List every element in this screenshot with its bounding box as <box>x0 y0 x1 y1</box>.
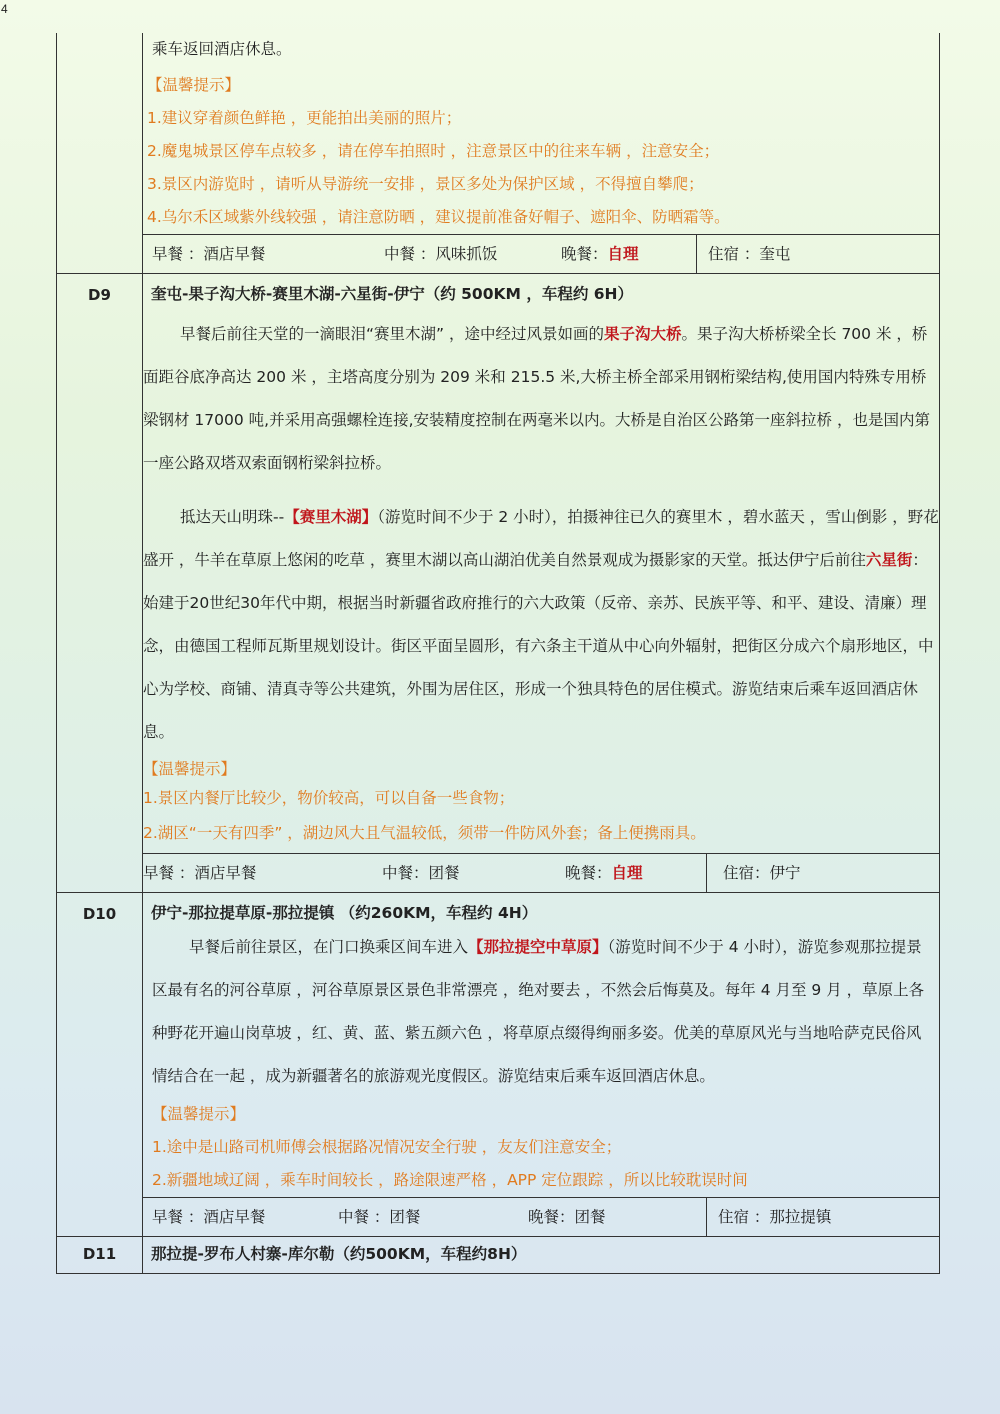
itinerary-paragraph <box>143 313 939 754</box>
itinerary-table <box>56 33 940 1274</box>
day-content <box>143 893 939 1236</box>
tips-block <box>143 754 939 853</box>
tip-item: 2.湖区“一天有四季” ，湖边风大且气温较低，须带一件防风外套；备上便携雨具。 <box>143 824 706 842</box>
dinner-label: 晚餐： <box>565 864 612 882</box>
day-cell <box>57 33 143 273</box>
stay: 住宿：伊宁 <box>706 854 939 892</box>
itinerary-row-d11 <box>57 1236 939 1273</box>
text: 抵达天山明珠-- <box>180 508 285 526</box>
dinner <box>565 854 706 892</box>
dinner <box>561 235 696 273</box>
itinerary-row-prev <box>57 33 939 273</box>
tip-item: 1.途中是山路司机师傅会根据路况情况安全行驶 ，友友们注意安全； <box>152 1138 622 1156</box>
meals-row <box>143 234 939 273</box>
text: 早餐后前往天堂的一滴眼泪“赛里木湖” ，途中经过风景如画的 <box>180 325 604 343</box>
stay: 住宿 ：那拉提镇 <box>706 1198 939 1236</box>
lunch: 中餐 ：风味抓饭 <box>384 245 498 263</box>
lunch: 中餐 ：团餐 <box>338 1208 421 1226</box>
day-content <box>143 274 939 892</box>
day-title: 奎屯-果子沟大桥-赛里木湖-六星街-伊宁（约 500KM ，车程约 6H） <box>151 285 633 303</box>
meals-row <box>143 1197 939 1236</box>
dinner-value: 自理 <box>607 245 639 263</box>
tip-item: 2.魔鬼城景区停车点较多 ，请在停车拍照时 ，注意景区中的往来车辆 ，注意安全； <box>147 142 720 160</box>
text: 。果子沟大桥桥梁全长 700 米 ，桥面距谷底净高达 200 米 ，主塔高度分别为 209 米和 215.5 米,大桥主桥全部采用钢桁梁结构,使用国内特殊专用桥梁钢材 17000 吨,并采用高强螺栓连接,安装精度控制在两毫米以内。大桥是自治区公路第一座斜拉桥 ，也是国内第一座公路双塔双索面钢桁梁斜拉桥。 <box>143 325 930 472</box>
day-label: D11 <box>57 1237 143 1273</box>
tips-title: 【温馨提示】 <box>152 1105 246 1123</box>
lunch: 中餐：团餐 <box>382 864 460 882</box>
dinner <box>528 1198 706 1236</box>
breakfast: 早餐 ：酒店早餐 <box>152 245 266 263</box>
day-label: D9 <box>57 274 143 892</box>
tips-title: 【温馨提示】 <box>143 760 237 778</box>
day-label: D10 <box>57 893 143 1236</box>
page-number: 4 <box>1 2 8 16</box>
day-content <box>143 33 939 273</box>
itinerary-row-d9 <box>57 273 939 892</box>
day-title: 伊宁-那拉提草原-那拉提镇 （约260KM，车程约 4H） <box>151 904 538 922</box>
tips-block <box>143 1098 939 1197</box>
highlight: 六星街 <box>865 551 913 569</box>
itinerary-text: 乘车返回酒店休息。 <box>152 40 292 58</box>
breakfast: 早餐 ：酒店早餐 <box>152 1208 266 1226</box>
tips-block <box>143 69 939 234</box>
text: （游览时间不少于 2 小时），拍摄神往已久的赛里木 ，碧水蓝天 ，雪山倒影 ，野花盛开 ，牛羊在草原上悠闲的吃草 ，赛里木湖以高山湖泊优美自然景观成为摄影家的天堂。抵达伊宁后前往 <box>143 508 939 569</box>
text: ：始建于20世纪30年代中期，根据当时新疆省政府推行的六大政策（反帝、亲苏、民族平等、和平、建设、清廉）理念，由德国工程师瓦斯里规划设计。街区平面呈圆形，有六条主干道从中心向外辐射，把街区分成六个扇形地区，中心为学校、商铺、清真寺等公共建筑，外围为居住区，形成一个独具特色的居住模式。游览结束后乘车返回酒店休息。 <box>143 551 934 741</box>
day-title: 那拉提-罗布人村寨-库尔勒（约500KM，车程约8H） <box>151 1245 527 1263</box>
dinner-label: 晚餐： <box>561 245 608 263</box>
dinner-value: 自理 <box>611 864 643 882</box>
highlight: 【那拉提空中草原】 <box>468 938 608 956</box>
tip-item: 4.乌尔禾区域紫外线较强 ，请注意防晒 ，建议提前准备好帽子、遮阳伞、防晒霜等。 <box>147 208 730 226</box>
tips-title: 【温馨提示】 <box>147 76 241 94</box>
tip-item: 2.新疆地域辽阔 ，乘车时间较长 ，路途限速严格 ，APP 定位跟踪 ，所以比较耽误时间 <box>152 1171 748 1189</box>
stay: 住宿 ：奎屯 <box>696 235 939 273</box>
day-content <box>143 1237 939 1273</box>
highlight: 【赛里木湖】 <box>284 508 378 526</box>
dinner-label: 晚餐： <box>528 1208 575 1226</box>
meals-row <box>143 853 939 892</box>
dinner-value: 团餐 <box>574 1208 606 1226</box>
itinerary-row-d10 <box>57 892 939 1236</box>
tip-item: 1.建议穿着颜色鲜艳 ，更能拍出美丽的照片； <box>147 109 462 127</box>
tip-item: 3.景区内游览时 ，请听从导游统一安排 ，景区多处为保护区域 ，不得擅自攀爬； <box>147 175 704 193</box>
highlight: 果子沟大桥 <box>604 325 682 343</box>
text: 早餐后前往景区，在门口换乘区间车进入 <box>189 938 469 956</box>
tip-item: 1.景区内餐厅比较少，物价较高，可以自备一些食物； <box>143 789 515 807</box>
text: （游览时间不少于 4 小时），游览参观那拉提景区最有名的河谷草原 ，河谷草原景区景色非常漂亮 ，绝对要去 ，不然会后悔莫及。每年 4 月至 9 月 ，草原上各种野花开遍山岗草坡 ，红、黄、蓝、紫五颜六色 ，将草原点缀得绚丽多姿。优美的草原风光与当地哈萨克民俗风情结合在一起 ，成为新疆著名的旅游观光度假区。游览结束后乘车返回酒店休息。 <box>152 938 925 1085</box>
breakfast: 早餐 ：酒店早餐 <box>143 864 257 882</box>
itinerary-paragraph <box>143 926 939 1098</box>
